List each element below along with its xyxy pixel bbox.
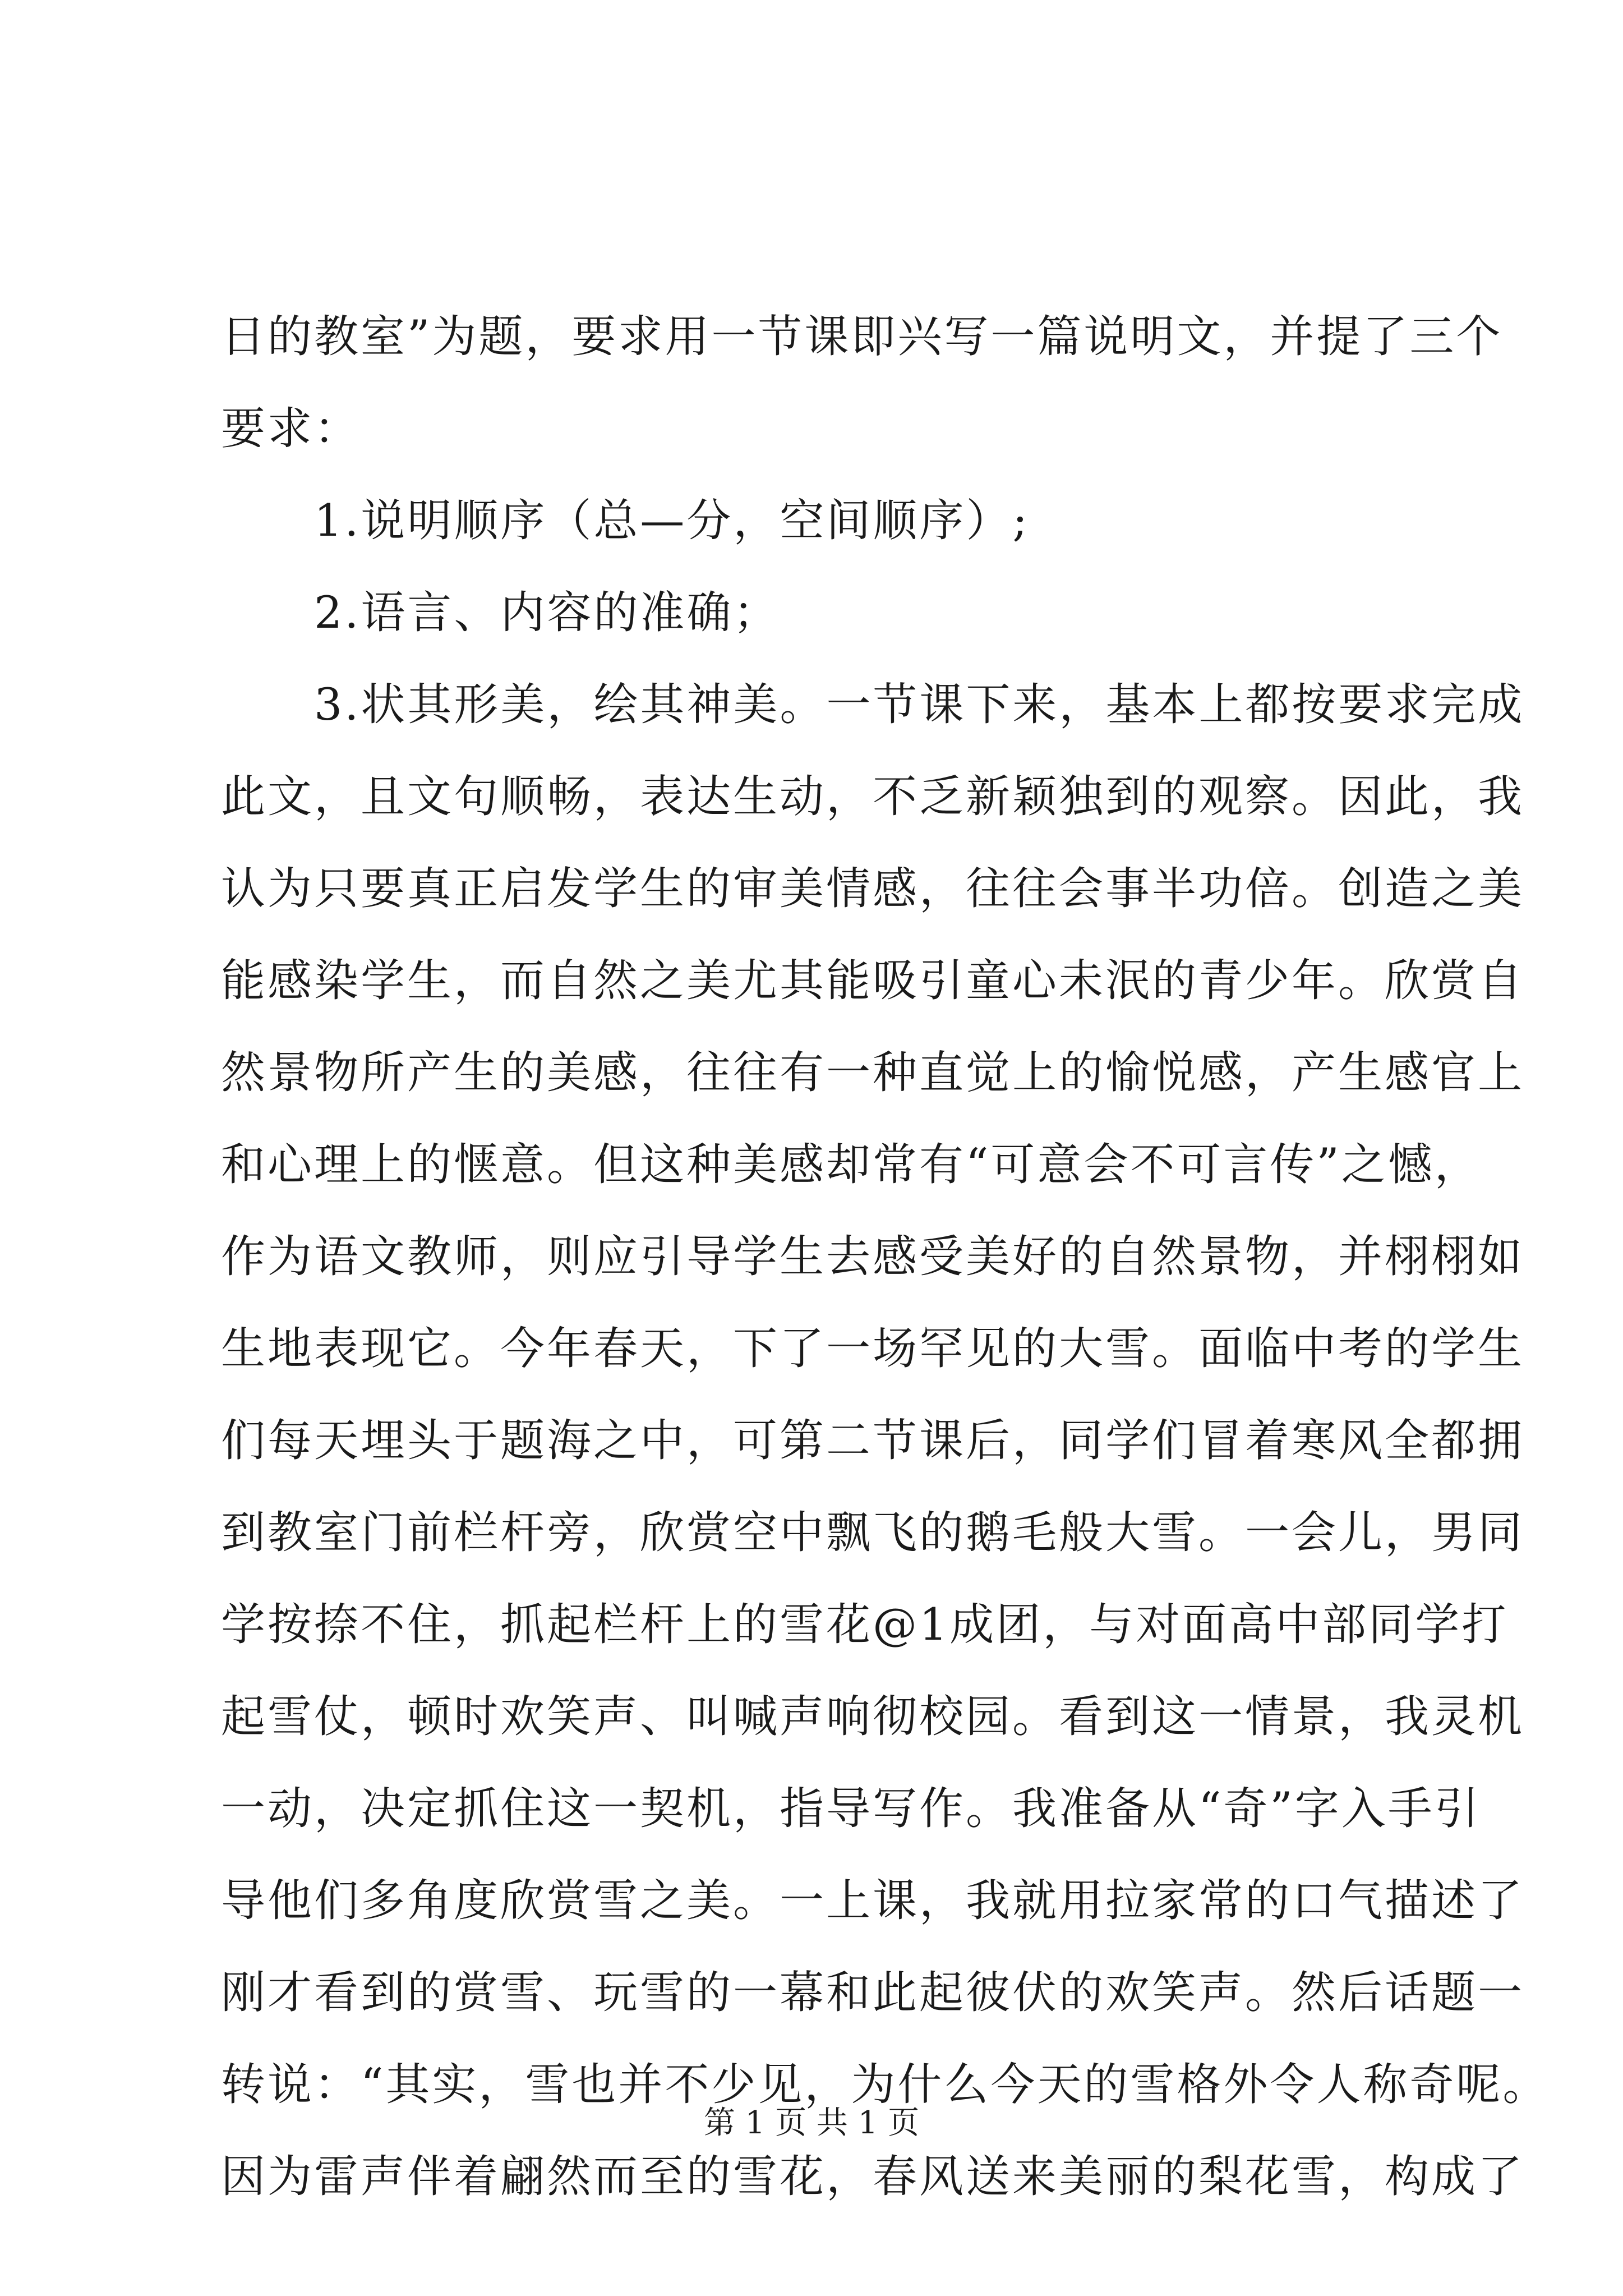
text-line: 一动，决定抓住这一契机，指导写作。我准备从“奇”字入手引 (221, 1783, 1481, 1834)
text-line: 生地表现它。今年春天，下了一场罕见的大雪。面临中考的学生 (221, 1323, 1524, 1374)
text-line: 学按捺不住，抓起栏杆上的雪花@1成团，与对面高中部同学打 (221, 1599, 1509, 1650)
text-line: 认为只要真正启发学生的审美情感，往往会事半功倍。创造之美 (221, 863, 1524, 914)
list-item-3: 3.状其形美，绘其神美。一节课下来，基本上都按要求完成 (221, 679, 1525, 730)
text-line: 到教室门前栏杆旁，欣赏空中飘飞的鹅毛般大雪。一会儿，男同 (221, 1507, 1524, 1558)
text-line: 刚才看到的赏雪、玩雪的一幕和此起彼伏的欢笑声。然后话题一 (221, 1967, 1524, 2018)
text-line: 此文，且文句顺畅，表达生动，不乏新颖独到的观察。因此，我 (221, 771, 1524, 822)
text-line: 转说：“其实，雪也并不少见，为什么今天的雪格外令人称奇呢。 (221, 2059, 1550, 2110)
page-number-footer: 第 1 页 共 1 页 (703, 2105, 920, 2141)
text-line: 因为雷声伴着翩然而至的雪花，春风送来美丽的梨花雪，构成了 (221, 2151, 1524, 2202)
text-line: 导他们多角度欣赏雪之美。一上课，我就用拉家常的口气描述了 (221, 1875, 1524, 1926)
list-item-2: 2.语言、内容的准确； (221, 587, 780, 638)
text-line: 要求： (221, 403, 361, 454)
list-item-1: 1.说明顺序（总—分，空间顺序）; (221, 495, 1030, 546)
text-line: 作为语文教师，则应引导学生去感受美好的自然景物，并栩栩如 (221, 1231, 1524, 1282)
text-line: 日的教室”为题，要求用一节课即兴写一篇说明文，并提了三个 (221, 311, 1503, 362)
text-line: 和心理上的惬意。但这种美感却常有“可意会不可言传”之憾， (221, 1139, 1481, 1190)
body-text (221, 291, 1550, 2223)
text-line: 能感染学生，而自然之美尤其能吸引童心未泯的青少年。欣赏自 (221, 955, 1524, 1006)
text-line: 然景物所产生的美感，往往有一种直觉上的愉悦感，产生感官上 (221, 1047, 1524, 1098)
text-line: 起雪仗，顿时欢笑声、叫喊声响彻校园。看到这一情景，我灵机 (221, 1691, 1524, 1742)
text-line: 们每天埋头于题海之中，可第二节课后，同学们冒着寒风全都拥 (221, 1415, 1524, 1466)
